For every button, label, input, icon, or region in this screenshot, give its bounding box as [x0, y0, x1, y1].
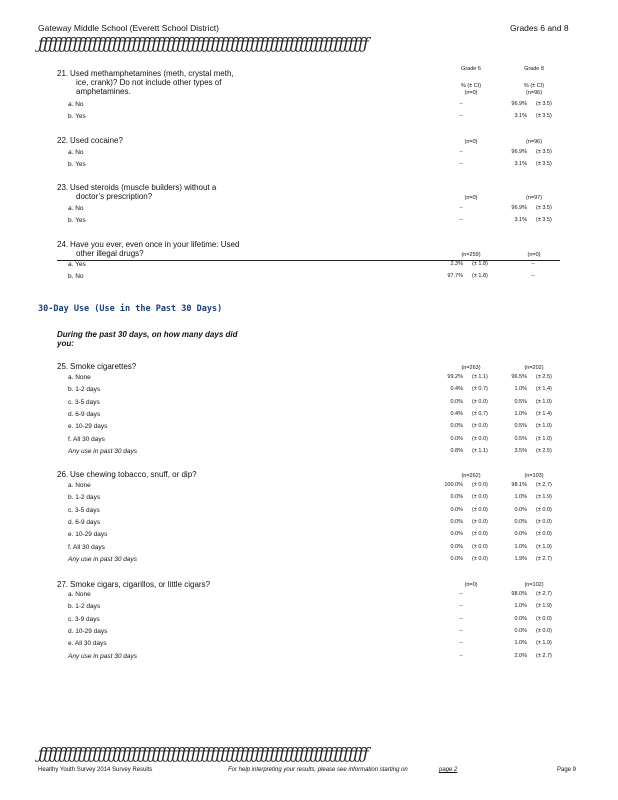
q23-row-label: a. No [68, 205, 84, 212]
q24-row-label: a. Yes [68, 261, 86, 268]
q25-grade6-ci: (± 1.1) [472, 448, 488, 454]
q26-n6: (n=262) [461, 473, 481, 479]
q25-grade8-ci: (± 2.5) [536, 448, 552, 454]
q23-row-label: b. Yes [68, 217, 86, 224]
q21-grade8-value: 3.1% [514, 113, 527, 119]
q27-grade8-value: 0.0% [514, 616, 527, 622]
q24-n8: (n=0) [527, 252, 541, 258]
q21-grade6-value: -- [459, 113, 463, 119]
q23-grade8-ci: (± 3.5) [536, 217, 552, 223]
q21-row-label: b. Yes [68, 113, 86, 120]
q22-grade8-value: 96.9% [511, 149, 527, 155]
q21-line1: Used methamphetamines (meth, crystal meth, [70, 69, 234, 78]
q27-grade6-value: -- [459, 628, 463, 634]
q21-grade8-value: 96.9% [511, 101, 527, 107]
q26-grade6-value: 0.0% [450, 544, 463, 550]
q26-row-label: f. All 30 days [68, 544, 105, 551]
q25-row-label: Any use in past 30 days [68, 448, 138, 455]
q24-line2: other illegal drugs? [76, 249, 144, 258]
q22-line1: Used cocaine? [70, 136, 123, 145]
q21-line3: amphetamines. [76, 87, 131, 96]
section-title: 30-Day Use (Use in the Past 30 Days) [38, 304, 223, 314]
q23-grade6-value: -- [459, 217, 463, 223]
q26-line1: Use chewing tobacco, snuff, or dip? [70, 470, 197, 479]
q27-grade6-value: -- [459, 653, 463, 659]
q27-row-label: c. 3-9 days [68, 616, 100, 623]
q25-grade6-value: 0.4% [450, 386, 463, 392]
q25-grade8-ci: (± 1.4) [536, 411, 552, 417]
q21-row-label: a. No [68, 101, 84, 108]
q22-row-label: b. Yes [68, 161, 86, 168]
q27-row-label: d. 10-29 days [68, 628, 108, 635]
q25-grade8-ci: (± 1.4) [536, 386, 552, 392]
q24-grade8-value: -- [531, 261, 535, 267]
q23-line2: doctor’s prescription? [76, 192, 153, 201]
q25-grade8-value: 0.5% [514, 423, 527, 429]
footer-help: For help interpreting your results, please see information starting on [228, 767, 408, 773]
q21-line2: ice, crank)? Do not include other types of [76, 78, 222, 87]
q25-grade6-ci: (± 0.0) [472, 436, 488, 442]
q25-grade8-ci: (± 1.0) [536, 399, 552, 405]
q25-line1: Smoke cigarettes? [70, 362, 137, 371]
q23-grade8-ci: (± 3.5) [536, 205, 552, 211]
q23-grade6-value: -- [459, 205, 463, 211]
q23-n6: (n=0) [464, 195, 478, 201]
q25-number: 25. [57, 362, 69, 371]
q27-row-label: e. All 30 days [68, 640, 107, 647]
intro-line1: During the past 30 days, on how many days did [57, 330, 238, 339]
q25-grade6-ci: (± 0.7) [472, 386, 488, 392]
q22-number: 22. [57, 136, 69, 145]
q23-grade8-value: 96.9% [511, 205, 527, 211]
q24-n6: (n=259) [461, 252, 481, 258]
q25-grade8-ci: (± 2.5) [536, 374, 552, 380]
q21-grade6-value: -- [459, 101, 463, 107]
q25-row-label: e. 10-29 days [68, 423, 108, 430]
q24-grade6-ci: (± 1.8) [472, 261, 488, 267]
q25-grade8-ci: (± 1.0) [536, 423, 552, 429]
q26-grade6-ci: (± 0.0) [472, 531, 488, 537]
q23-grade8-value: 3.1% [514, 217, 527, 223]
q25-n6: (n=263) [461, 365, 481, 371]
q22-n6: (n=0) [464, 139, 478, 145]
q25-row-label: c. 3-5 days [68, 399, 100, 406]
q25-grade8-ci: (± 1.0) [536, 436, 552, 442]
q26-grade8-value: 0.0% [514, 507, 527, 513]
q26-grade8-value: 0.0% [514, 531, 527, 537]
q26-grade6-ci: (± 0.0) [472, 494, 488, 500]
q27-row-label: b. 1-2 days [68, 603, 101, 610]
q25-grade6-ci: (± 0.7) [472, 411, 488, 417]
q24-line1: Have you ever, even once in your lifetime: Used [70, 240, 240, 249]
grade8-pct-ci: % (± CI) [523, 83, 545, 89]
q27-grade8-value: 0.0% [514, 628, 527, 634]
top-rule: ƒƒƒƒƒƒƒƒƒƒƒƒƒƒƒƒƒƒƒƒƒƒƒƒƒƒƒƒƒƒƒƒƒƒƒƒƒƒƒƒƒƒƒƒƒƒƒƒƒƒƒƒƒƒƒƒƒƒƒƒƒƒƒƒƒƒƒ [38, 34, 368, 53]
q27-grade8-value: 2.0% [514, 653, 527, 659]
q25-grade6-value: 0.0% [450, 423, 463, 429]
q24-grade6-ci: (± 1.8) [472, 273, 488, 279]
q26-grade8-value: 1.0% [514, 544, 527, 550]
q26-grade6-ci: (± 0.0) [472, 556, 488, 562]
q26-grade6-ci: (± 0.0) [472, 544, 488, 550]
q22-grade8-ci: (± 3.5) [536, 149, 552, 155]
q25-grade8-value: 0.5% [514, 436, 527, 442]
q27-line1: Smoke cigars, cigarillos, or little cigars? [70, 580, 211, 589]
q25-row-label: a. None [68, 374, 91, 381]
q26-grade6-ci: (± 0.0) [472, 507, 488, 513]
q23-n8: (n=97) [525, 195, 543, 201]
q25-row-label: b. 1-2 days [68, 386, 101, 393]
q27-grade8-ci: (± 0.0) [536, 628, 552, 634]
q21-grade8-ci: (± 3.5) [536, 101, 552, 107]
q25-grade6-ci: (± 0.0) [472, 399, 488, 405]
q26-grade8-ci: (± 1.9) [536, 544, 552, 550]
q27-grade6-value: -- [459, 591, 463, 597]
q26-row-label: a. None [68, 482, 91, 489]
q26-grade8-ci: (± 1.9) [536, 494, 552, 500]
q26-grade8-ci: (± 0.0) [536, 531, 552, 537]
q25-grade8-value: 3.5% [514, 448, 527, 454]
school-name: Gateway Middle School (Everett School District) [38, 23, 219, 33]
q24-grade8-value: -- [531, 273, 535, 279]
q27-grade8-ci: (± 2.7) [536, 591, 552, 597]
q27-grade8-ci: (± 2.7) [536, 653, 552, 659]
q22-row-label: a. No [68, 149, 84, 156]
footer-page-link[interactable]: page 2 [439, 767, 458, 773]
q25-grade6-ci: (± 1.1) [472, 374, 488, 380]
grade6-heading: Grade 6 [461, 66, 481, 72]
q21-n8: (n=96) [525, 90, 543, 96]
q26-grade6-ci: (± 0.0) [472, 519, 488, 525]
q27-grade8-ci: (± 1.9) [536, 640, 552, 646]
q25-grade6-value: 0.4% [450, 411, 463, 417]
q27-grade8-value: 1.0% [514, 603, 527, 609]
q27-grade6-value: -- [459, 603, 463, 609]
q27-grade8-value: 1.0% [514, 640, 527, 646]
q24-grade6-value: 2.3% [450, 261, 463, 267]
q26-row-label: Any use in past 30 days [68, 556, 138, 563]
q27-row-label: a. None [68, 591, 91, 598]
q22-grade6-value: -- [459, 161, 463, 167]
q27-number: 27. [57, 580, 69, 589]
q26-grade8-ci: (± 0.0) [536, 507, 552, 513]
q26-row-label: c. 3-5 days [68, 507, 100, 514]
q21-number: 21. [57, 69, 69, 78]
q24-row-label: b. No [68, 273, 84, 280]
q25-grade6-value: 99.2% [447, 374, 463, 380]
q26-row-label: e. 10-29 days [68, 531, 108, 538]
q26-grade8-value: 0.0% [514, 519, 527, 525]
q22-grade6-value: -- [459, 149, 463, 155]
q26-grade6-value: 0.0% [450, 519, 463, 525]
q27-grade8-ci: (± 0.0) [536, 616, 552, 622]
q27-grade6-value: -- [459, 616, 463, 622]
q25-grade6-value: 0.0% [450, 436, 463, 442]
intro-line2: you: [57, 339, 74, 348]
q25-grade8-value: 1.0% [514, 386, 527, 392]
q26-grade8-ci: (± 0.0) [536, 519, 552, 525]
q26-grade6-value: 0.0% [450, 531, 463, 537]
q25-grade6-ci: (± 0.0) [472, 423, 488, 429]
q25-row-label: d. 6-9 days [68, 411, 101, 418]
q24-grade6-value: 97.7% [447, 273, 463, 279]
q27-n8: (n=102) [524, 582, 544, 588]
footer-page-number: Page 9 [557, 767, 577, 773]
q26-grade8-ci: (± 2.7) [536, 482, 552, 488]
q25-grade8-value: 1.0% [514, 411, 527, 417]
q26-row-label: b. 1-2 days [68, 494, 101, 501]
q26-grade6-value: 0.0% [450, 494, 463, 500]
q22-grade8-ci: (± 3.5) [536, 161, 552, 167]
q25-row-label: f. All 30 days [68, 436, 105, 443]
q25-grade6-value: 0.0% [450, 399, 463, 405]
q26-grade8-ci: (± 2.7) [536, 556, 552, 562]
bottom-rule: ƒƒƒƒƒƒƒƒƒƒƒƒƒƒƒƒƒƒƒƒƒƒƒƒƒƒƒƒƒƒƒƒƒƒƒƒƒƒƒƒƒƒƒƒƒƒƒƒƒƒƒƒƒƒƒƒƒƒƒƒƒƒƒƒƒƒƒ [38, 744, 368, 763]
q27-grade8-ci: (± 1.9) [536, 603, 552, 609]
q21-n6: (n=0) [464, 90, 478, 96]
q26-row-label: d. 6-9 days [68, 519, 101, 526]
q25-grade8-value: 96.5% [511, 374, 527, 380]
q26-grade6-value: 0.0% [450, 556, 463, 562]
q23-line1: Used steroids (muscle builders) without a [70, 183, 217, 192]
q25-n8: (n=202) [524, 365, 544, 371]
q25-grade8-value: 0.5% [514, 399, 527, 405]
q22-grade8-value: 3.1% [514, 161, 527, 167]
q24-number: 24. [57, 240, 69, 249]
q21-grade8-ci: (± 3.5) [536, 113, 552, 119]
q26-n8: (n=103) [524, 473, 544, 479]
q26-grade8-value: 1.9% [514, 556, 527, 562]
q26-grade8-value: 1.0% [514, 494, 527, 500]
q27-grade6-value: -- [459, 640, 463, 646]
q26-number: 26. [57, 470, 69, 479]
q27-n6: (n=0) [464, 582, 478, 588]
grade6-pct-ci: % (± CI) [460, 83, 482, 89]
q27-grade8-value: 98.0% [511, 591, 527, 597]
q26-grade8-value: 98.1% [511, 482, 527, 488]
q22-n8: (n=96) [525, 139, 543, 145]
q27-row-label: Any use in past 30 days [68, 653, 138, 660]
footer-survey: Healthy Youth Survey 2014 Survey Results [38, 767, 153, 773]
q26-grade6-ci: (± 0.0) [472, 482, 488, 488]
q25-grade6-value: 0.8% [450, 448, 463, 454]
q26-grade6-value: 0.0% [450, 507, 463, 513]
grade8-heading: Grade 8 [524, 66, 544, 72]
q26-grade6-value: 100.0% [444, 482, 463, 488]
q23-number: 23. [57, 183, 69, 192]
grades-label: Grades 6 and 8 [510, 23, 569, 33]
